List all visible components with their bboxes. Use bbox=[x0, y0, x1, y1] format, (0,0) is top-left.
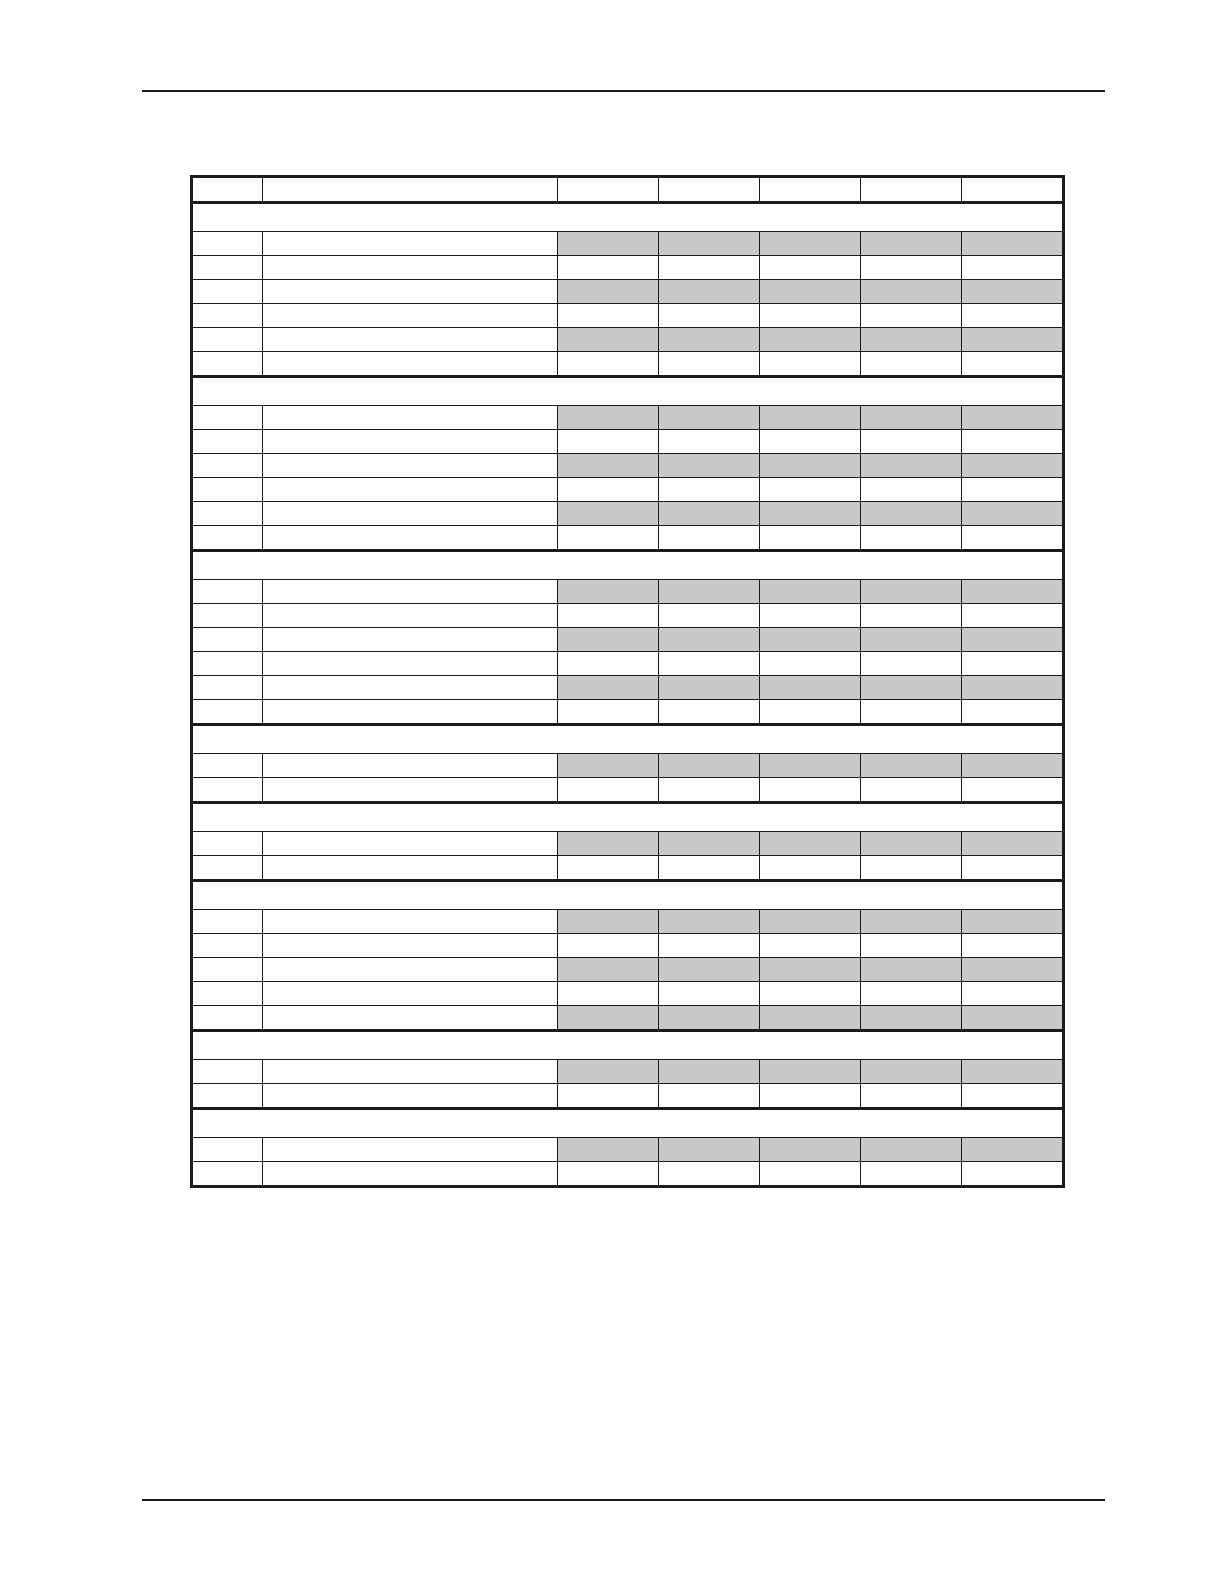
row-label-cell bbox=[263, 454, 558, 478]
row-id-cell bbox=[192, 934, 263, 958]
row-label-cell bbox=[263, 1162, 558, 1187]
value-cell bbox=[760, 856, 861, 881]
value-cell bbox=[558, 754, 659, 778]
value-cell bbox=[861, 910, 962, 934]
value-cell bbox=[760, 982, 861, 1006]
table-body bbox=[192, 177, 1064, 1187]
value-cell bbox=[861, 832, 962, 856]
section-label bbox=[192, 803, 1064, 832]
table-row bbox=[192, 280, 1064, 304]
value-cell bbox=[659, 1006, 760, 1031]
section-header-row bbox=[192, 881, 1064, 910]
row-id-cell bbox=[192, 778, 263, 803]
row-label-cell bbox=[263, 328, 558, 352]
value-cell bbox=[861, 934, 962, 958]
value-cell bbox=[962, 406, 1064, 430]
table-row bbox=[192, 232, 1064, 256]
value-cell bbox=[558, 1060, 659, 1084]
value-cell bbox=[760, 676, 861, 700]
value-cell bbox=[962, 1162, 1064, 1187]
value-cell bbox=[962, 778, 1064, 803]
row-id-cell bbox=[192, 958, 263, 982]
row-label-cell bbox=[263, 502, 558, 526]
value-cell bbox=[760, 700, 861, 725]
header-cell bbox=[558, 177, 659, 203]
row-id-cell bbox=[192, 628, 263, 652]
value-cell bbox=[861, 1138, 962, 1162]
value-cell bbox=[558, 934, 659, 958]
row-id-cell bbox=[192, 1006, 263, 1031]
value-cell bbox=[558, 628, 659, 652]
value-cell bbox=[659, 700, 760, 725]
value-cell bbox=[760, 328, 861, 352]
value-cell bbox=[558, 406, 659, 430]
value-cell bbox=[962, 832, 1064, 856]
value-cell bbox=[861, 580, 962, 604]
value-cell bbox=[659, 910, 760, 934]
value-cell bbox=[861, 280, 962, 304]
table-row bbox=[192, 1138, 1064, 1162]
section-header-row bbox=[192, 203, 1064, 232]
value-cell bbox=[962, 256, 1064, 280]
header-cell bbox=[263, 177, 558, 203]
value-cell bbox=[558, 1006, 659, 1031]
value-cell bbox=[962, 232, 1064, 256]
value-cell bbox=[659, 526, 760, 551]
value-cell bbox=[558, 1162, 659, 1187]
value-cell bbox=[558, 604, 659, 628]
row-id-cell bbox=[192, 1138, 263, 1162]
table-row bbox=[192, 958, 1064, 982]
table-row bbox=[192, 352, 1064, 377]
row-id-cell bbox=[192, 1162, 263, 1187]
value-cell bbox=[558, 700, 659, 725]
table-row bbox=[192, 526, 1064, 551]
value-cell bbox=[861, 430, 962, 454]
value-cell bbox=[861, 700, 962, 725]
value-cell bbox=[558, 982, 659, 1006]
table-row bbox=[192, 778, 1064, 803]
row-id-cell bbox=[192, 352, 263, 377]
footer-rule bbox=[142, 1499, 1105, 1501]
table-header-row bbox=[192, 177, 1064, 203]
value-cell bbox=[962, 910, 1064, 934]
value-cell bbox=[558, 280, 659, 304]
row-label-cell bbox=[263, 304, 558, 328]
section-label bbox=[192, 551, 1064, 580]
row-id-cell bbox=[192, 430, 263, 454]
value-cell bbox=[659, 280, 760, 304]
value-cell bbox=[760, 934, 861, 958]
row-label-cell bbox=[263, 910, 558, 934]
value-cell bbox=[659, 856, 760, 881]
row-id-cell bbox=[192, 256, 263, 280]
value-cell bbox=[659, 1060, 760, 1084]
row-id-cell bbox=[192, 1060, 263, 1084]
value-cell bbox=[962, 580, 1064, 604]
value-cell bbox=[962, 352, 1064, 377]
value-cell bbox=[760, 652, 861, 676]
value-cell bbox=[760, 604, 861, 628]
value-cell bbox=[558, 328, 659, 352]
section-header-row bbox=[192, 1031, 1064, 1060]
value-cell bbox=[861, 328, 962, 352]
value-cell bbox=[861, 652, 962, 676]
value-cell bbox=[659, 1084, 760, 1109]
value-cell bbox=[962, 280, 1064, 304]
table-row bbox=[192, 328, 1064, 352]
table-row bbox=[192, 700, 1064, 725]
value-cell bbox=[558, 232, 659, 256]
value-cell bbox=[861, 526, 962, 551]
row-id-cell bbox=[192, 232, 263, 256]
value-cell bbox=[558, 352, 659, 377]
table-row bbox=[192, 406, 1064, 430]
value-cell bbox=[962, 652, 1064, 676]
header-cell bbox=[659, 177, 760, 203]
table-row bbox=[192, 430, 1064, 454]
row-label-cell bbox=[263, 604, 558, 628]
value-cell bbox=[861, 406, 962, 430]
value-cell bbox=[760, 1060, 861, 1084]
value-cell bbox=[861, 1006, 962, 1031]
value-cell bbox=[659, 256, 760, 280]
value-cell bbox=[861, 676, 962, 700]
value-cell bbox=[760, 232, 861, 256]
table-row bbox=[192, 856, 1064, 881]
row-label-cell bbox=[263, 1006, 558, 1031]
value-cell bbox=[962, 856, 1064, 881]
row-label-cell bbox=[263, 352, 558, 377]
value-cell bbox=[659, 1138, 760, 1162]
table-row bbox=[192, 628, 1064, 652]
table-row bbox=[192, 502, 1064, 526]
table-row bbox=[192, 454, 1064, 478]
value-cell bbox=[659, 580, 760, 604]
header-cell bbox=[760, 177, 861, 203]
row-id-cell bbox=[192, 676, 263, 700]
value-cell bbox=[861, 256, 962, 280]
table-row bbox=[192, 934, 1064, 958]
value-cell bbox=[962, 526, 1064, 551]
value-cell bbox=[558, 652, 659, 676]
value-cell bbox=[962, 478, 1064, 502]
value-cell bbox=[760, 628, 861, 652]
value-cell bbox=[659, 502, 760, 526]
table-row bbox=[192, 832, 1064, 856]
value-cell bbox=[760, 778, 861, 803]
value-cell bbox=[558, 778, 659, 803]
value-cell bbox=[962, 676, 1064, 700]
value-cell bbox=[962, 304, 1064, 328]
value-cell bbox=[659, 628, 760, 652]
value-cell bbox=[558, 256, 659, 280]
row-id-cell bbox=[192, 328, 263, 352]
row-id-cell bbox=[192, 406, 263, 430]
value-cell bbox=[760, 754, 861, 778]
value-cell bbox=[659, 676, 760, 700]
section-label bbox=[192, 725, 1064, 754]
row-label-cell bbox=[263, 1060, 558, 1084]
value-cell bbox=[558, 502, 659, 526]
value-cell bbox=[558, 430, 659, 454]
value-cell bbox=[962, 502, 1064, 526]
row-id-cell bbox=[192, 280, 263, 304]
value-cell bbox=[861, 304, 962, 328]
row-id-cell bbox=[192, 754, 263, 778]
value-cell bbox=[558, 1138, 659, 1162]
section-label bbox=[192, 203, 1064, 232]
value-cell bbox=[659, 232, 760, 256]
section-label bbox=[192, 1109, 1064, 1138]
row-id-cell bbox=[192, 652, 263, 676]
table-row bbox=[192, 676, 1064, 700]
value-cell bbox=[659, 304, 760, 328]
row-id-cell bbox=[192, 910, 263, 934]
value-cell bbox=[962, 700, 1064, 725]
row-label-cell bbox=[263, 676, 558, 700]
value-cell bbox=[659, 958, 760, 982]
value-cell bbox=[760, 1162, 861, 1187]
value-cell bbox=[962, 430, 1064, 454]
value-cell bbox=[558, 580, 659, 604]
value-cell bbox=[760, 1084, 861, 1109]
value-cell bbox=[558, 856, 659, 881]
value-cell bbox=[659, 430, 760, 454]
value-cell bbox=[861, 754, 962, 778]
table-row bbox=[192, 1060, 1064, 1084]
table-row bbox=[192, 580, 1064, 604]
value-cell bbox=[962, 328, 1064, 352]
row-id-cell bbox=[192, 478, 263, 502]
row-label-cell bbox=[263, 280, 558, 304]
row-label-cell bbox=[263, 832, 558, 856]
value-cell bbox=[760, 958, 861, 982]
header-rule bbox=[142, 90, 1105, 92]
value-cell bbox=[659, 1162, 760, 1187]
section-label bbox=[192, 881, 1064, 910]
header-cell bbox=[962, 177, 1064, 203]
value-cell bbox=[861, 982, 962, 1006]
row-label-cell bbox=[263, 1138, 558, 1162]
row-label-cell bbox=[263, 934, 558, 958]
table-row bbox=[192, 910, 1064, 934]
value-cell bbox=[558, 910, 659, 934]
value-cell bbox=[659, 778, 760, 803]
row-label-cell bbox=[263, 700, 558, 725]
value-cell bbox=[962, 958, 1064, 982]
value-cell bbox=[558, 1084, 659, 1109]
value-cell bbox=[962, 1006, 1064, 1031]
row-id-cell bbox=[192, 856, 263, 881]
value-cell bbox=[558, 676, 659, 700]
table-row bbox=[192, 754, 1064, 778]
row-label-cell bbox=[263, 430, 558, 454]
row-id-cell bbox=[192, 604, 263, 628]
row-id-cell bbox=[192, 700, 263, 725]
row-label-cell bbox=[263, 982, 558, 1006]
value-cell bbox=[861, 478, 962, 502]
value-cell bbox=[861, 604, 962, 628]
value-cell bbox=[861, 778, 962, 803]
row-id-cell bbox=[192, 454, 263, 478]
value-cell bbox=[760, 526, 861, 551]
row-label-cell bbox=[263, 856, 558, 881]
row-label-cell bbox=[263, 778, 558, 803]
value-cell bbox=[861, 1060, 962, 1084]
value-cell bbox=[558, 958, 659, 982]
value-cell bbox=[962, 754, 1064, 778]
data-table bbox=[190, 175, 1065, 1188]
table-row bbox=[192, 652, 1064, 676]
section-label bbox=[192, 377, 1064, 406]
row-label-cell bbox=[263, 406, 558, 430]
value-cell bbox=[760, 256, 861, 280]
row-label-cell bbox=[263, 628, 558, 652]
value-cell bbox=[659, 454, 760, 478]
row-id-cell bbox=[192, 832, 263, 856]
value-cell bbox=[861, 1162, 962, 1187]
value-cell bbox=[760, 430, 861, 454]
value-cell bbox=[962, 628, 1064, 652]
value-cell bbox=[962, 454, 1064, 478]
value-cell bbox=[659, 604, 760, 628]
value-cell bbox=[861, 502, 962, 526]
value-cell bbox=[962, 982, 1064, 1006]
section-label bbox=[192, 1031, 1064, 1060]
value-cell bbox=[558, 304, 659, 328]
row-id-cell bbox=[192, 580, 263, 604]
value-cell bbox=[760, 304, 861, 328]
row-label-cell bbox=[263, 232, 558, 256]
value-cell bbox=[760, 454, 861, 478]
row-label-cell bbox=[263, 526, 558, 551]
row-id-cell bbox=[192, 1084, 263, 1109]
row-id-cell bbox=[192, 982, 263, 1006]
table-row bbox=[192, 1084, 1064, 1109]
row-label-cell bbox=[263, 754, 558, 778]
value-cell bbox=[760, 910, 861, 934]
value-cell bbox=[659, 934, 760, 958]
section-header-row bbox=[192, 725, 1064, 754]
value-cell bbox=[558, 832, 659, 856]
value-cell bbox=[558, 526, 659, 551]
value-cell bbox=[659, 328, 760, 352]
value-cell bbox=[760, 406, 861, 430]
value-cell bbox=[861, 856, 962, 881]
value-cell bbox=[760, 502, 861, 526]
value-cell bbox=[962, 934, 1064, 958]
row-label-cell bbox=[263, 478, 558, 502]
table-row bbox=[192, 304, 1064, 328]
header-cell bbox=[861, 177, 962, 203]
table-row bbox=[192, 1006, 1064, 1031]
section-header-row bbox=[192, 803, 1064, 832]
value-cell bbox=[861, 1084, 962, 1109]
value-cell bbox=[659, 352, 760, 377]
value-cell bbox=[962, 1084, 1064, 1109]
table-row bbox=[192, 256, 1064, 280]
section-header-row bbox=[192, 551, 1064, 580]
value-cell bbox=[659, 406, 760, 430]
row-label-cell bbox=[263, 958, 558, 982]
value-cell bbox=[558, 478, 659, 502]
row-label-cell bbox=[263, 580, 558, 604]
row-label-cell bbox=[263, 256, 558, 280]
section-header-row bbox=[192, 377, 1064, 406]
header-cell bbox=[192, 177, 263, 203]
table-row bbox=[192, 982, 1064, 1006]
value-cell bbox=[861, 232, 962, 256]
table-row bbox=[192, 604, 1064, 628]
value-cell bbox=[962, 604, 1064, 628]
value-cell bbox=[760, 580, 861, 604]
value-cell bbox=[962, 1060, 1064, 1084]
row-id-cell bbox=[192, 304, 263, 328]
value-cell bbox=[861, 958, 962, 982]
table-row bbox=[192, 1162, 1064, 1187]
row-label-cell bbox=[263, 652, 558, 676]
value-cell bbox=[760, 1006, 861, 1031]
value-cell bbox=[659, 754, 760, 778]
value-cell bbox=[659, 832, 760, 856]
row-id-cell bbox=[192, 526, 263, 551]
value-cell bbox=[962, 1138, 1064, 1162]
row-id-cell bbox=[192, 502, 263, 526]
section-header-row bbox=[192, 1109, 1064, 1138]
value-cell bbox=[659, 478, 760, 502]
value-cell bbox=[861, 352, 962, 377]
value-cell bbox=[760, 1138, 861, 1162]
value-cell bbox=[760, 832, 861, 856]
value-cell bbox=[659, 982, 760, 1006]
value-cell bbox=[760, 478, 861, 502]
value-cell bbox=[760, 352, 861, 377]
value-cell bbox=[558, 454, 659, 478]
value-cell bbox=[861, 454, 962, 478]
value-cell bbox=[760, 280, 861, 304]
value-cell bbox=[861, 628, 962, 652]
value-cell bbox=[659, 652, 760, 676]
row-label-cell bbox=[263, 1084, 558, 1109]
table-row bbox=[192, 478, 1064, 502]
